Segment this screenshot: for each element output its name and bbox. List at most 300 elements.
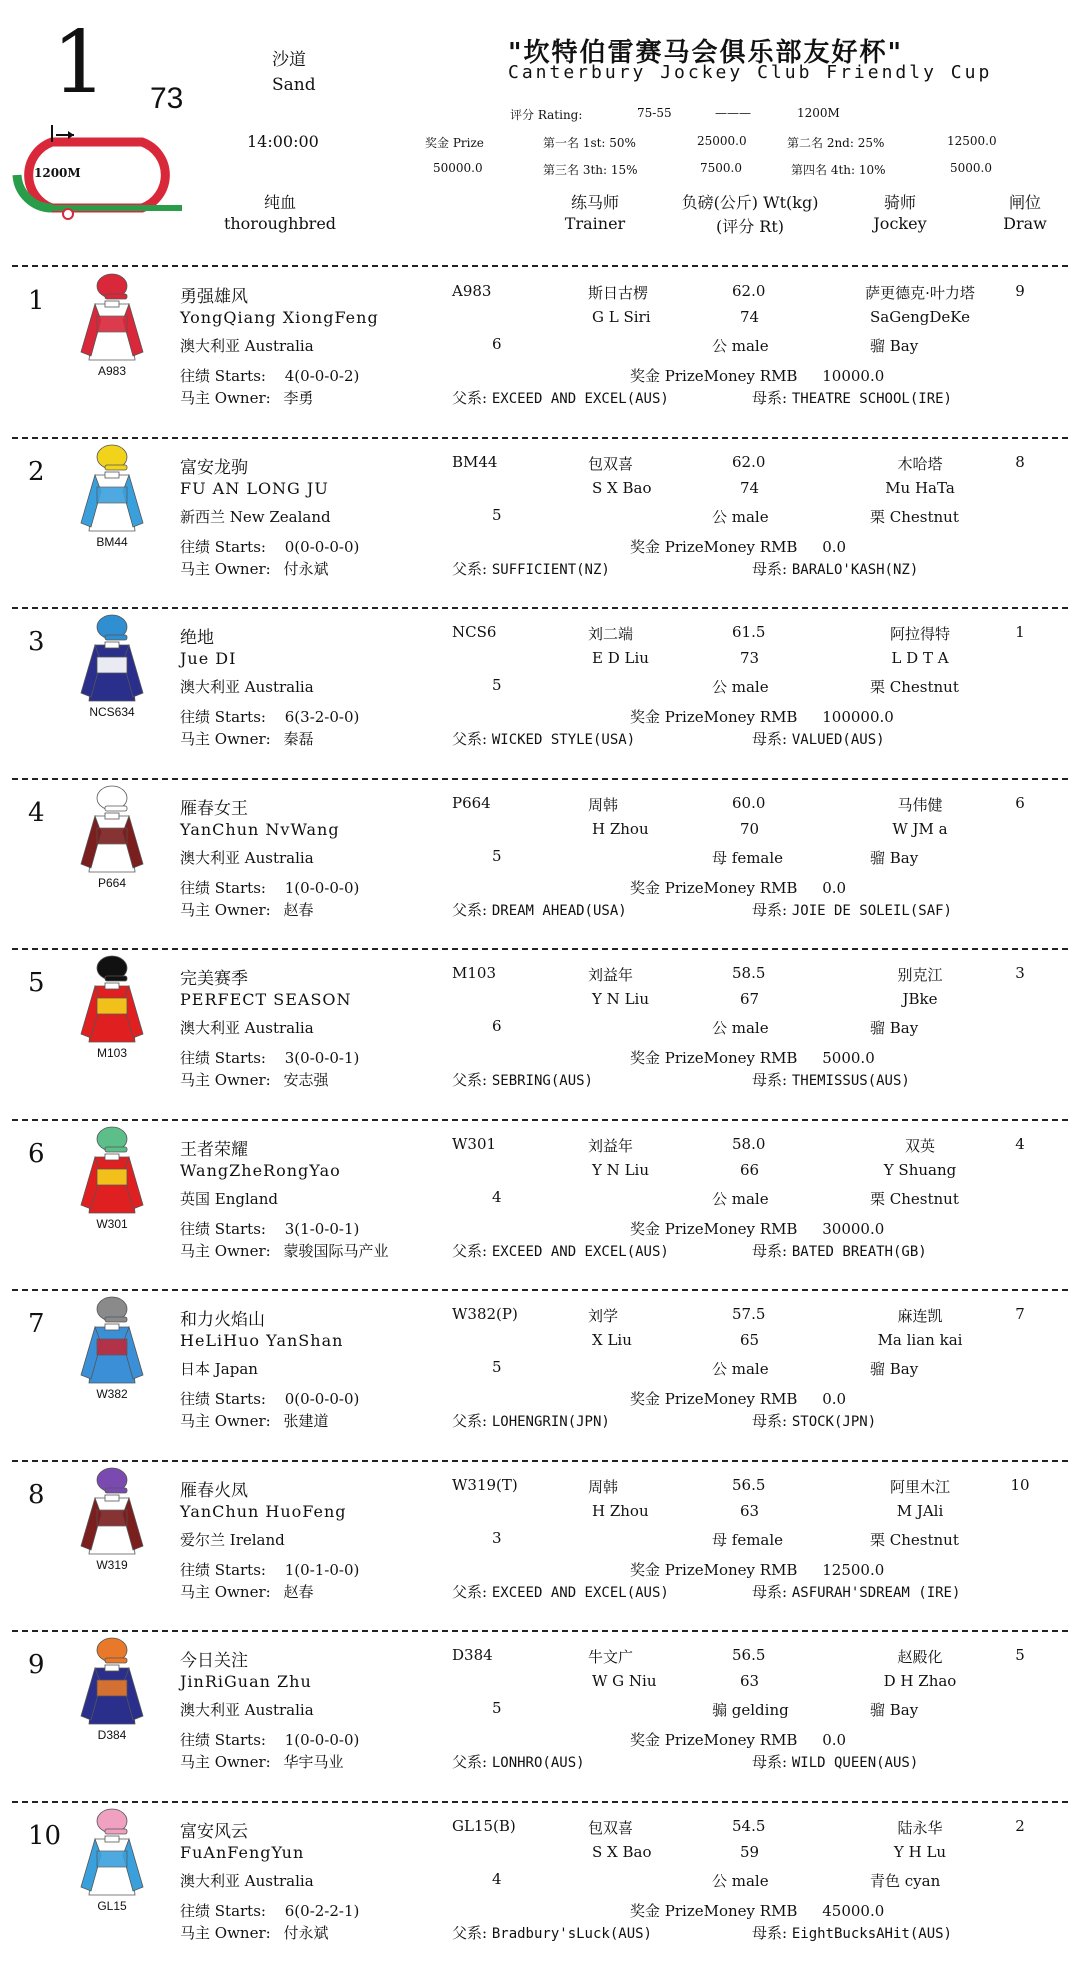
draw: 2	[1015, 1816, 1025, 1835]
owner-label: 马主 Owner:	[180, 900, 271, 919]
horse-name-en: PERFECT SEASON	[180, 990, 352, 1009]
jockey-silks-icon	[75, 1807, 149, 1907]
dam-label: 母系:	[752, 559, 788, 578]
trainer-cn: 刘学	[588, 1307, 619, 1325]
sex: 公 male	[712, 337, 769, 355]
starts-value: 1(0-0-0-0)	[284, 1731, 360, 1749]
draw: 3	[1015, 964, 1025, 982]
col-weight-cn: 负磅(公斤) Wt(kg)	[681, 193, 819, 212]
jockey-en: Y Shuang	[883, 1160, 957, 1179]
owner-label: 马主 Owner:	[180, 389, 271, 407]
sire-value: DREAM AHEAD(USA)	[491, 902, 627, 919]
rating: 67	[740, 990, 760, 1008]
prize-money-value: 10000.0	[822, 367, 885, 385]
sire-label: 父系:	[452, 389, 488, 407]
jockey-silks-icon	[75, 1295, 149, 1395]
sire-label: 父系:	[452, 730, 488, 748]
col-draw-cn: 闸位	[1008, 193, 1041, 212]
country: 澳大利亚 Australia	[180, 678, 314, 696]
col-jockey-cn: 骑师	[883, 193, 916, 212]
trainer-cn: 包双喜	[588, 1818, 634, 1837]
trainer-cn: 刘益年	[588, 966, 634, 984]
col-jockey-en: Jockey	[873, 214, 927, 233]
dam-label: 母系:	[752, 1412, 788, 1430]
age: 6	[492, 1017, 502, 1035]
horse-name-en: YongQiang XiongFeng	[180, 308, 379, 327]
horse-name-cn: 王者荣耀	[180, 1139, 248, 1160]
sire-label: 父系:	[452, 1241, 488, 1260]
track-diagram	[12, 120, 182, 235]
horse-code: M103	[452, 964, 496, 982]
divider	[12, 1119, 1068, 1121]
draw: 7	[1015, 1305, 1025, 1323]
horse-name-cn: 勇强雄风	[180, 287, 248, 307]
weight: 58.0	[732, 1134, 766, 1153]
starts-value: 6(0-2-2-1)	[284, 1901, 360, 1920]
first-value: 25000.0	[697, 134, 747, 148]
horse-code: W319(T)	[452, 1475, 518, 1494]
trainer-en: X Liu	[592, 1331, 632, 1349]
divider	[12, 265, 1068, 267]
dam-value: ASFURAH'SDREAM (IRE)	[791, 1584, 961, 1601]
race-title-cn: "坎特伯雷赛马会俱乐部友好杯"	[508, 38, 904, 68]
horse-name-cn: 富安龙驹	[180, 457, 248, 478]
owner-label: 马主 Owner:	[180, 1582, 271, 1601]
sire-value: WICKED STYLE(USA)	[491, 732, 636, 748]
trainer-cn: 包双喜	[588, 454, 634, 473]
col-trainer-cn: 练马师	[570, 193, 619, 212]
trainer-cn: 刘益年	[588, 1136, 634, 1155]
prize-money-value: 12500.0	[822, 1560, 885, 1579]
jockey-cn: 陆永华	[897, 1818, 943, 1837]
runner-row	[0, 1125, 1080, 1296]
age: 4	[492, 1869, 502, 1888]
prize-money-label: 奖金 PrizeMoney RMB	[630, 537, 798, 556]
runner-row	[0, 1636, 1080, 1807]
owner-label: 马主 Owner:	[180, 1753, 271, 1771]
horse-name-en: YanChun HuoFeng	[180, 1501, 347, 1521]
age: 4	[492, 1187, 502, 1206]
jockey-cn: 别克江	[897, 966, 943, 984]
country: 日本 Japan	[180, 1360, 258, 1378]
rating: 59	[740, 1842, 760, 1861]
dam-label: 母系:	[752, 1241, 788, 1260]
horse-code: W382(P)	[452, 1305, 518, 1323]
silk-code: M103	[96, 1046, 128, 1060]
sex: 公 male	[712, 678, 769, 696]
jockey-silks-icon	[75, 272, 149, 372]
divider	[12, 778, 1068, 780]
dam-value: EightBucksAHit(AUS)	[791, 1925, 952, 1942]
prize-money-label: 奖金 PrizeMoney RMB	[630, 1731, 798, 1749]
weight: 54.5	[732, 1816, 766, 1835]
draw: 4	[1015, 1134, 1025, 1153]
trainer-cn: 周韩	[588, 795, 619, 814]
dam-value: THEMISSUS(AUS)	[791, 1073, 910, 1089]
col-weight-en: (评分 Rt)	[715, 217, 785, 236]
prize-money-label: 奖金 PrizeMoney RMB	[630, 1219, 798, 1238]
horse-name-cn: 雁春火凤	[180, 1480, 248, 1501]
prize-money-value: 100000.0	[822, 708, 894, 726]
sex: 公 male	[712, 507, 769, 526]
dam-label: 母系:	[752, 900, 788, 919]
trainer-en: Y N Liu	[592, 990, 649, 1008]
silk-code: W319	[96, 1557, 128, 1572]
horse-code: BM44	[452, 452, 498, 471]
dam-label: 母系:	[752, 389, 788, 407]
dam-label: 母系:	[752, 1582, 788, 1601]
jockey-silks-icon	[75, 613, 149, 713]
prize-money-value: 0.0	[822, 1731, 847, 1749]
jockey-en: Mu HaTa	[885, 478, 955, 497]
rating: 66	[740, 1160, 760, 1179]
horse-code: P664	[452, 793, 491, 812]
trainer-en: S X Bao	[592, 478, 652, 497]
jockey-cn: 木哈塔	[897, 454, 943, 473]
dam-value: VALUED(AUS)	[791, 732, 885, 748]
owner-value: 安志强	[283, 1071, 329, 1089]
starts-label: 往绩 Starts:	[180, 1049, 266, 1067]
col-trainer-en: Trainer	[564, 214, 626, 233]
weight: 56.5	[732, 1475, 766, 1494]
silk-code: W301	[96, 1216, 128, 1231]
race-time: 14:00:00	[247, 132, 319, 151]
owner-value: 蒙骏国际马产业	[283, 1241, 389, 1260]
horse-name-en: HeLiHuo YanShan	[180, 1331, 344, 1350]
sire-label: 父系:	[452, 1412, 488, 1430]
sire-label: 父系:	[452, 1582, 488, 1601]
surface-en: Sand	[272, 75, 316, 95]
coat-color: 栗 Chestnut	[870, 1530, 959, 1549]
weight: 62.0	[732, 282, 766, 300]
owner-value: 赵春	[283, 1582, 314, 1601]
starts-label: 往绩 Starts:	[180, 1731, 266, 1749]
sire-value: LOHENGRIN(JPN)	[491, 1414, 610, 1430]
sire-value: EXCEED AND EXCEL(AUS)	[491, 1243, 669, 1260]
runner-number: 3	[28, 627, 45, 657]
owner-label: 马主 Owner:	[180, 1071, 271, 1089]
horse-code: D384	[452, 1646, 493, 1664]
sex: 公 male	[712, 1360, 769, 1378]
prize-money-label: 奖金 PrizeMoney RMB	[630, 708, 798, 726]
trainer-en: Y N Liu	[592, 1160, 649, 1179]
prize-money-value: 45000.0	[822, 1901, 885, 1920]
divider	[12, 607, 1068, 609]
runner-number: 6	[28, 1138, 45, 1169]
sire-value: SEBRING(AUS)	[491, 1073, 593, 1089]
silk-code: BM44	[96, 534, 128, 549]
owner-label: 马主 Owner:	[180, 730, 271, 748]
age: 5	[492, 846, 502, 865]
dam-value: BARALO'KASH(NZ)	[791, 561, 919, 578]
starts-label: 往绩 Starts:	[180, 1560, 266, 1579]
jockey-en: Ma lian kai	[877, 1331, 963, 1349]
starts-label: 往绩 Starts:	[180, 708, 266, 726]
rating: 74	[740, 308, 760, 326]
race-number: 1	[52, 13, 107, 113]
sex: 公 male	[712, 1871, 769, 1890]
dam-value: STOCK(JPN)	[791, 1414, 877, 1430]
country: 澳大利亚 Australia	[180, 1701, 314, 1719]
trainer-cn: 斯日古楞	[588, 284, 649, 302]
trainer-cn: 周韩	[588, 1477, 619, 1496]
prize-total: 50000.0	[433, 161, 483, 175]
trainer-en: S X Bao	[592, 1842, 652, 1861]
coat-color: 骝 Bay	[870, 1701, 919, 1719]
coat-color: 青色 cyan	[870, 1871, 941, 1890]
sire-value: LONHRO(AUS)	[491, 1755, 585, 1771]
weight: 56.5	[732, 1646, 766, 1664]
starts-label: 往绩 Starts:	[180, 878, 266, 897]
divider	[12, 437, 1068, 439]
sire-value: EXCEED AND EXCEL(AUS)	[491, 391, 669, 407]
owner-value: 秦磊	[283, 730, 314, 748]
starts-label: 往绩 Starts:	[180, 367, 266, 385]
dam-value: JOIE DE SOLEIL(SAF)	[791, 902, 952, 919]
silk-code: A983	[97, 364, 127, 378]
country: 澳大利亚 Australia	[180, 1019, 314, 1037]
divider	[12, 1630, 1068, 1632]
race-title-en: Canterbury Jockey Club Friendly Cup	[508, 62, 993, 83]
coat-color: 栗 Chestnut	[870, 678, 959, 696]
jockey-en: Y H Lu	[893, 1842, 947, 1861]
starts-value: 3(0-0-0-1)	[284, 1049, 360, 1067]
horse-name-cn: 和力火焰山	[180, 1310, 265, 1330]
draw: 10	[1010, 1475, 1030, 1494]
dam-label: 母系:	[752, 1923, 788, 1942]
dam-label: 母系:	[752, 1753, 788, 1771]
coat-color: 骝 Bay	[870, 1360, 919, 1378]
owner-value: 张建道	[283, 1412, 329, 1430]
divider	[12, 948, 1068, 950]
runner-number: 7	[28, 1309, 45, 1339]
second-value: 12500.0	[947, 134, 997, 148]
coat-color: 栗 Chestnut	[870, 507, 959, 526]
runner-number: 2	[28, 456, 45, 487]
jockey-cn: 阿拉得特	[889, 625, 950, 643]
jockey-silks-icon	[75, 784, 149, 884]
prize-money-value: 0.0	[822, 1390, 847, 1408]
fourth-value: 5000.0	[950, 161, 992, 175]
rating: 73	[740, 649, 760, 667]
sex: 公 male	[712, 1019, 769, 1037]
weight: 60.0	[732, 793, 766, 812]
owner-label: 马主 Owner:	[180, 559, 271, 578]
horse-code: GL15(B)	[452, 1816, 516, 1835]
owner-value: 付永斌	[283, 1923, 329, 1942]
prize-money-label: 奖金 PrizeMoney RMB	[630, 1560, 798, 1579]
age: 5	[492, 676, 502, 694]
starts-label: 往绩 Starts:	[180, 1390, 266, 1408]
rating: 65	[740, 1331, 760, 1349]
runner-row	[0, 443, 1080, 614]
age: 5	[492, 505, 502, 524]
first-label: 第一名 1st: 50%	[543, 136, 636, 150]
owner-label: 马主 Owner:	[180, 1412, 271, 1430]
starts-value: 3(1-0-0-1)	[284, 1219, 360, 1238]
fourth-label: 第四名 4th: 10%	[791, 163, 886, 177]
horse-name-en: JinRiGuan Zhu	[180, 1672, 312, 1691]
weight: 61.5	[732, 623, 766, 641]
sire-value: EXCEED AND EXCEL(AUS)	[491, 1584, 669, 1601]
runner-row	[0, 784, 1080, 955]
horse-name-cn: 绝地	[180, 628, 214, 648]
starts-value: 6(3-2-0-0)	[284, 708, 360, 726]
runner-number: 1	[28, 286, 45, 316]
dam-value: THEATRE SCHOOL(IRE)	[791, 391, 952, 407]
draw: 6	[1015, 793, 1025, 812]
sire-label: 父系:	[452, 559, 488, 578]
sire-value: Bradbury'sLuck(AUS)	[491, 1925, 652, 1942]
jockey-silks-icon	[75, 443, 149, 543]
horse-name-en: WangZheRongYao	[180, 1160, 341, 1180]
horse-name-cn: 完美赛季	[180, 969, 248, 989]
trainer-en: H Zhou	[592, 819, 649, 838]
starts-value: 4(0-0-0-2)	[284, 367, 360, 385]
starts-value: 1(0-1-0-0)	[284, 1560, 360, 1579]
race-sub-number: 73	[150, 82, 184, 115]
third-label: 第三名 3th: 15%	[543, 163, 638, 177]
jockey-cn: 萨更德克·叶力塔	[865, 284, 975, 302]
jockey-silks-icon	[75, 1125, 149, 1225]
trainer-cn: 刘二端	[588, 625, 634, 643]
jockey-cn: 阿里木江	[889, 1477, 950, 1496]
weight: 62.0	[732, 452, 766, 471]
divider	[12, 1460, 1068, 1462]
sex: 母 female	[712, 848, 784, 867]
horse-name-en: FU AN LONG JU	[180, 478, 329, 498]
draw: 5	[1015, 1646, 1025, 1664]
horse-name-cn: 富安风云	[180, 1821, 248, 1842]
jockey-cn: 麻连凯	[897, 1307, 943, 1325]
owner-value: 华宇马业	[283, 1753, 344, 1771]
silk-code: GL15	[97, 1898, 127, 1913]
prize-money-label: 奖金 PrizeMoney RMB	[630, 1049, 798, 1067]
prize-money-value: 30000.0	[822, 1219, 885, 1238]
rating-label: 评分 Rating:	[510, 108, 583, 122]
divider	[12, 1801, 1068, 1803]
owner-label: 马主 Owner:	[180, 1923, 271, 1942]
rating: 74	[740, 478, 760, 497]
jockey-cn: 赵殿化	[897, 1648, 943, 1666]
draw: 9	[1015, 282, 1025, 300]
horse-name-en: FuAnFengYun	[180, 1842, 305, 1862]
jockey-silks-icon	[75, 1466, 149, 1566]
runner-number: 5	[28, 968, 45, 998]
rating-value: 75-55	[637, 106, 672, 120]
starts-label: 往绩 Starts:	[180, 1901, 266, 1920]
silk-code: P664	[97, 875, 127, 890]
starts-value: 1(0-0-0-0)	[284, 878, 360, 897]
third-value: 7500.0	[700, 161, 742, 175]
age: 3	[492, 1528, 502, 1547]
country: 澳大利亚 Australia	[180, 848, 314, 867]
jockey-en: L D T A	[891, 649, 949, 667]
starts-value: 0(0-0-0-0)	[284, 537, 360, 556]
jockey-en: SaGengDeKe	[870, 308, 970, 326]
jockey-silks-icon	[75, 1636, 149, 1736]
jockey-silks-icon	[75, 954, 149, 1054]
jockey-en: D H Zhao	[883, 1672, 957, 1690]
prize-money-label: 奖金 PrizeMoney RMB	[630, 1901, 798, 1920]
runner-number: 9	[28, 1650, 45, 1680]
prize-money-label: 奖金 PrizeMoney RMB	[630, 367, 798, 385]
owner-value: 付永斌	[283, 559, 329, 578]
runner-row	[0, 1466, 1080, 1637]
runner-number: 4	[28, 797, 45, 828]
horse-name-en: YanChun NvWang	[180, 819, 340, 839]
second-label: 第二名 2nd: 25%	[787, 136, 885, 150]
jockey-en: JBke	[902, 990, 938, 1008]
trainer-en: H Zhou	[592, 1501, 649, 1520]
jockey-cn: 马伟健	[897, 795, 943, 814]
sex: 骟 gelding	[712, 1701, 789, 1719]
sex: 公 male	[712, 1189, 769, 1208]
starts-label: 往绩 Starts:	[180, 537, 266, 556]
horse-name-cn: 今日关注	[180, 1651, 248, 1671]
weight: 58.5	[732, 964, 766, 982]
col-breed-cn: 纯血	[263, 193, 296, 212]
coat-color: 栗 Chestnut	[870, 1189, 959, 1208]
coat-color: 骝 Bay	[870, 337, 919, 355]
owner-value: 李勇	[283, 389, 314, 407]
divider	[12, 1289, 1068, 1291]
owner-value: 赵春	[283, 900, 314, 919]
dam-label: 母系:	[752, 730, 788, 748]
owner-label: 马主 Owner:	[180, 1241, 271, 1260]
runner-number: 8	[28, 1479, 45, 1510]
jockey-en: W JM a	[892, 819, 948, 838]
trainer-en: G L Siri	[592, 308, 651, 326]
starts-value: 0(0-0-0-0)	[284, 1390, 360, 1408]
rating: 63	[740, 1501, 760, 1520]
weight: 57.5	[732, 1305, 766, 1323]
runner-number: 10	[28, 1820, 62, 1851]
silk-code: W382	[96, 1387, 128, 1401]
coat-color: 骝 Bay	[870, 848, 919, 867]
runner-row	[0, 613, 1080, 784]
trainer-en: E D Liu	[592, 649, 649, 667]
prize-money-value: 0.0	[822, 537, 847, 556]
country: 澳大利亚 Australia	[180, 1871, 314, 1890]
horse-code: W301	[452, 1134, 497, 1153]
silk-code: D384	[97, 1728, 127, 1742]
age: 6	[492, 335, 502, 353]
track-distance-label: 1200M	[34, 166, 81, 180]
col-breed-en: thoroughbred	[223, 214, 337, 233]
trainer-cn: 牛文广	[588, 1648, 634, 1666]
dam-label: 母系:	[752, 1071, 788, 1089]
trainer-en: W G Niu	[592, 1672, 657, 1690]
draw: 8	[1015, 452, 1025, 471]
runner-row	[0, 272, 1080, 443]
prize-money-value: 0.0	[822, 878, 847, 897]
runner-row	[0, 954, 1080, 1125]
race-header	[0, 0, 1080, 262]
prize-label: 奖金 Prize	[425, 136, 484, 150]
country: 英国 England	[180, 1189, 278, 1208]
country: 澳大利亚 Australia	[180, 337, 314, 355]
country: 新西兰 New Zealand	[180, 507, 331, 526]
sire-label: 父系:	[452, 900, 488, 919]
horse-code: A983	[452, 282, 492, 300]
rating: 63	[740, 1672, 760, 1690]
runner-row	[0, 1807, 1080, 1978]
dam-value: WILD QUEEN(AUS)	[791, 1755, 919, 1771]
horse-name-cn: 雁春女王	[180, 798, 248, 819]
starts-label: 往绩 Starts:	[180, 1219, 266, 1238]
rating-dash: ———	[715, 106, 751, 120]
